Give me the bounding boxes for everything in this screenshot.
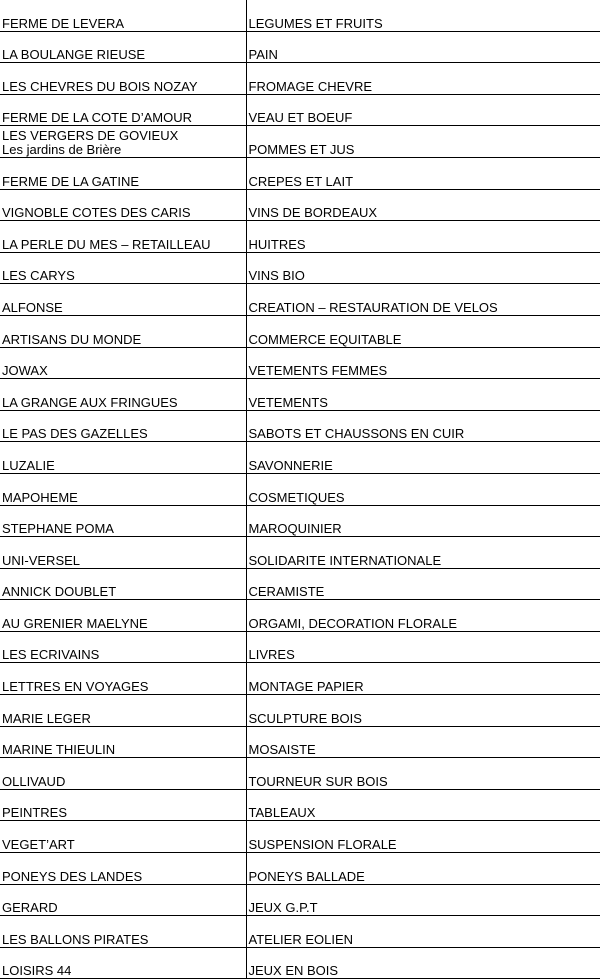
exhibitor-category: COMMERCE EQUITABLE <box>248 331 402 347</box>
exhibitor-name-cell <box>0 157 246 189</box>
exhibitor-category: FROMAGE CHEVRE <box>248 78 373 94</box>
exhibitor-category-cell <box>246 63 600 95</box>
exhibitor-name-cell <box>0 884 246 916</box>
exhibitor-name: AU GRENIER MAELYNE <box>2 615 148 631</box>
exhibitor-name: MARIE LEGER <box>2 710 91 726</box>
exhibitor-name: LA PERLE DU MES – RETAILLEAU <box>2 236 211 252</box>
exhibitor-name: LA GRANGE AUX FRINGUES <box>2 394 178 410</box>
table-row <box>0 94 600 126</box>
table-row <box>0 347 600 379</box>
exhibitor-category-cell <box>246 0 600 31</box>
exhibitor-name-cell <box>0 726 246 758</box>
exhibitor-name: MAPOHEME <box>2 489 78 505</box>
exhibitor-name: LUZALIE <box>2 457 55 473</box>
exhibitor-category-cell <box>246 916 600 948</box>
exhibitor-category-cell <box>246 726 600 758</box>
exhibitor-name-cell <box>0 568 246 600</box>
exhibitor-category: LEGUMES ET FRUITS <box>248 15 383 31</box>
exhibitor-category: LIVRES <box>248 647 295 663</box>
exhibitor-category-cell <box>246 473 600 505</box>
exhibitor-category-cell <box>246 568 600 600</box>
exhibitor-name: LES BALLONS PIRATES <box>2 931 149 947</box>
exhibitor-category-cell <box>246 821 600 853</box>
table-row <box>0 568 600 600</box>
exhibitor-category-cell <box>246 31 600 63</box>
exhibitor-category: ATELIER EOLIEN <box>248 931 354 947</box>
exhibitor-category-cell <box>246 189 600 221</box>
exhibitor-name: MARINE THIEULIN <box>2 742 116 758</box>
exhibitor-category-cell <box>246 157 600 189</box>
exhibitor-category-cell <box>246 537 600 569</box>
exhibitor-category-cell <box>246 663 600 695</box>
table-row <box>0 284 600 316</box>
exhibitor-category-cell <box>246 505 600 537</box>
exhibitor-name-cell <box>0 821 246 853</box>
table-row <box>0 126 600 158</box>
exhibitor-name: UNI-VERSEL <box>2 552 81 568</box>
exhibitor-category: MAROQUINIER <box>248 521 342 537</box>
exhibitor-name-cell <box>0 505 246 537</box>
table-row <box>0 63 600 95</box>
exhibitor-name: FERME DE LA COTE D’AMOUR <box>2 110 192 126</box>
exhibitor-name-cell <box>0 410 246 442</box>
exhibitor-name-cell <box>0 758 246 790</box>
exhibitor-name-cell <box>0 221 246 253</box>
exhibitor-name-cell <box>0 789 246 821</box>
exhibitor-category: MOSAISTE <box>248 742 316 758</box>
exhibitor-name-cell <box>0 0 246 31</box>
exhibitor-name: OLLIVAUD <box>2 773 66 789</box>
exhibitor-category: TABLEAUX <box>248 805 316 821</box>
exhibitor-name-cell <box>0 347 246 379</box>
exhibitor-name: LA BOULANGE RIEUSE <box>2 47 146 63</box>
exhibitor-category-cell <box>246 631 600 663</box>
exhibitor-name-cell <box>0 315 246 347</box>
exhibitor-name-cell <box>0 63 246 95</box>
exhibitor-category-cell <box>246 221 600 253</box>
exhibitor-category: VEAU ET BOEUF <box>248 110 353 126</box>
exhibitor-name-cell <box>0 916 246 948</box>
exhibitor-name: VIGNOBLE COTES DES CARIS <box>2 205 191 221</box>
table-row <box>0 695 600 727</box>
exhibitor-category: SABOTS ET CHAUSSONS EN CUIR <box>248 426 465 442</box>
exhibitor-name-cell <box>0 600 246 632</box>
table-row <box>0 600 600 632</box>
exhibitor-category: CREATION – RESTAURATION DE VELOS <box>248 299 498 315</box>
exhibitor-name-cell <box>0 94 246 126</box>
exhibitor-name-cell <box>0 126 246 158</box>
exhibitor-category-cell <box>246 600 600 632</box>
exhibitor-category: SUSPENSION FLORALE <box>248 837 397 853</box>
table-row <box>0 853 600 885</box>
exhibitor-name: LOISIRS 44 <box>2 963 72 979</box>
table-row <box>0 821 600 853</box>
table-row <box>0 537 600 569</box>
exhibitor-name-cell <box>0 853 246 885</box>
exhibitor-category-cell <box>246 252 600 284</box>
exhibitor-name: LETTRES EN VOYAGES <box>2 679 149 695</box>
table-row <box>0 410 600 442</box>
exhibitor-category-cell <box>246 410 600 442</box>
exhibitor-name-cell <box>0 379 246 411</box>
exhibitor-name-cell <box>0 947 246 979</box>
exhibitor-category: ORGAMI, DECORATION FLORALE <box>248 615 458 631</box>
exhibitor-name-cell <box>0 252 246 284</box>
exhibitor-name: LES ECRIVAINS <box>2 647 100 663</box>
exhibitor-category-cell <box>246 695 600 727</box>
exhibitor-name: PONEYS DES LANDES <box>2 868 143 884</box>
exhibitor-name: ARTISANS DU MONDE <box>2 331 142 347</box>
exhibitor-category: VINS DE BORDEAUX <box>248 205 378 221</box>
exhibitor-name-cell <box>0 537 246 569</box>
table-row <box>0 789 600 821</box>
exhibitor-category-cell <box>246 94 600 126</box>
exhibitor-category: COSMETIQUES <box>248 489 345 505</box>
exhibitor-category: VETEMENTS FEMMES <box>248 363 388 379</box>
exhibitor-name-cell <box>0 284 246 316</box>
exhibitor-category-cell <box>246 315 600 347</box>
table-row <box>0 221 600 253</box>
exhibitor-category-cell <box>246 379 600 411</box>
table-row <box>0 631 600 663</box>
exhibitor-name-cell <box>0 442 246 474</box>
exhibitor-category: PONEYS BALLADE <box>248 868 365 884</box>
table-row <box>0 31 600 63</box>
exhibitor-category-cell <box>246 853 600 885</box>
exhibitor-name: LES VERGERS DE GOVIEUX <box>2 127 179 143</box>
table-row <box>0 916 600 948</box>
exhibitor-category: SCULPTURE BOIS <box>248 710 362 726</box>
exhibitor-category: JEUX EN BOIS <box>248 963 339 979</box>
exhibitor-category-cell <box>246 126 600 158</box>
exhibitor-category: JEUX G.P.T <box>248 900 318 916</box>
exhibitor-category: VINS BIO <box>248 268 305 284</box>
exhibitor-category: POMMES ET JUS <box>248 141 355 157</box>
exhibitor-category-cell <box>246 347 600 379</box>
exhibitor-category: HUITRES <box>248 236 306 252</box>
exhibitor-subname: Les jardins de Brière <box>2 141 122 157</box>
table-row <box>0 884 600 916</box>
table-row <box>0 663 600 695</box>
exhibitor-name: GERARD <box>2 900 58 916</box>
table-row <box>0 252 600 284</box>
exhibitor-name: ANNICK DOUBLET <box>2 584 117 600</box>
exhibitor-name: VEGET’ART <box>2 837 75 853</box>
exhibitor-category-cell <box>246 884 600 916</box>
exhibitor-name-cell <box>0 189 246 221</box>
exhibitor-name-cell <box>0 473 246 505</box>
exhibitor-category-cell <box>246 947 600 979</box>
table-row <box>0 473 600 505</box>
exhibitor-category: PAIN <box>248 47 278 63</box>
exhibitor-category-cell <box>246 284 600 316</box>
exhibitor-category: VETEMENTS <box>248 394 328 410</box>
exhibitor-name-cell <box>0 695 246 727</box>
exhibitor-category: CREPES ET LAIT <box>248 173 354 189</box>
exhibitor-category: SAVONNERIE <box>248 457 333 473</box>
exhibitor-name: PEINTRES <box>2 805 68 821</box>
exhibitor-name: LES CHEVRES DU BOIS NOZAY <box>2 78 198 94</box>
exhibitor-category-cell <box>246 758 600 790</box>
exhibitor-name: FERME DE LEVERA <box>2 15 125 31</box>
exhibitor-name: ALFONSE <box>2 299 63 315</box>
exhibitor-category-cell <box>246 789 600 821</box>
exhibitor-name: JOWAX <box>2 363 48 379</box>
table-row <box>0 157 600 189</box>
table-row <box>0 379 600 411</box>
table-row <box>0 442 600 474</box>
exhibitor-name-cell <box>0 31 246 63</box>
exhibitor-category: MONTAGE PAPIER <box>248 679 364 695</box>
table-row <box>0 947 600 979</box>
table-row <box>0 505 600 537</box>
exhibitor-name: LES CARYS <box>2 268 75 284</box>
table-row <box>0 189 600 221</box>
exhibitor-name: STEPHANE POMA <box>2 521 114 537</box>
exhibitor-name-cell <box>0 663 246 695</box>
table-row <box>0 726 600 758</box>
exhibitor-name: FERME DE LA GATINE <box>2 173 140 189</box>
exhibitor-category: TOURNEUR SUR BOIS <box>248 773 388 789</box>
exhibitor-category: CERAMISTE <box>248 584 325 600</box>
exhibitor-category: SOLIDARITE INTERNATIONALE <box>248 552 442 568</box>
table-row <box>0 758 600 790</box>
table-row <box>0 0 600 31</box>
table-row <box>0 315 600 347</box>
exhibitor-category-cell <box>246 442 600 474</box>
exhibitor-name-cell <box>0 631 246 663</box>
exhibitor-name: LE PAS DES GAZELLES <box>2 426 148 442</box>
